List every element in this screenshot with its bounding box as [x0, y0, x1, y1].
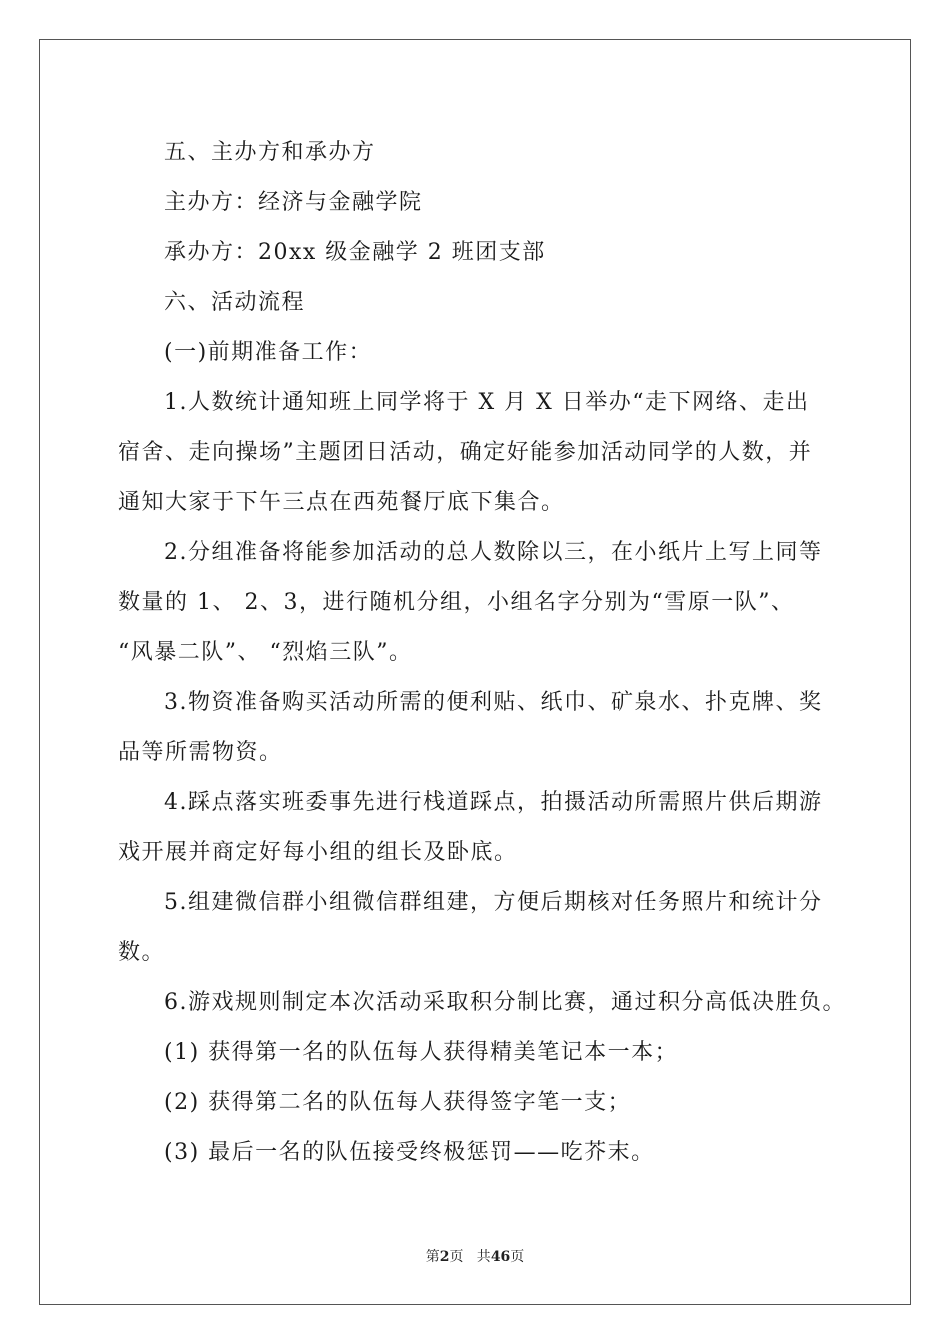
- paragraph-line: 3.物资准备购买活动所需的便利贴、纸巾、矿泉水、扑克牌、奖: [164, 690, 823, 715]
- document-body: [118, 128, 846, 1178]
- paragraph-line: 4.踩点落实班委事先进行栈道踩点，拍摄活动所需照片供后期游: [164, 790, 823, 815]
- paragraph-headcount: [118, 378, 838, 528]
- paragraph-line: “风暴二队”、 “烈焰三队”。: [118, 640, 413, 665]
- paragraph-grouping: [118, 528, 838, 678]
- paragraph-line: 品等所需物资。: [118, 740, 283, 765]
- rule-item-second: (2) 获得第二名的队伍每人获得签字笔一支；: [164, 1090, 632, 1115]
- paragraph-supplies: [118, 678, 838, 778]
- paragraph-line: 5.组建微信群小组微信群组建，方便后期核对任务照片和统计分: [164, 890, 823, 915]
- paragraph-line: 宿舍、走向操场”主题团日活动，确定好能参加活动同学的人数，并: [118, 440, 813, 465]
- host-line: 主办方：经济与金融学院: [164, 190, 423, 215]
- paragraph-wechat-group: [118, 878, 838, 978]
- subsection-heading-preparation: (一)前期准备工作：: [164, 340, 373, 365]
- paragraph-line: 2.分组准备将能参加活动的总人数除以三，在小纸片上写上同等: [164, 540, 823, 565]
- paragraph-line: 1.人数统计通知班上同学将于 X 月 X 日举办“走下网络、走出: [164, 390, 810, 415]
- paragraph-line: 6.游戏规则制定本次活动采取积分制比赛，通过积分高低决胜负。: [164, 990, 846, 1015]
- page-footer: [0, 1246, 950, 1266]
- current-page-number: 2: [439, 1249, 450, 1265]
- rule-item-first: (1) 获得第一名的队伍每人获得精美笔记本一本；: [164, 1040, 679, 1065]
- paragraph-site-check: [118, 778, 838, 878]
- total-page-count: 46: [490, 1249, 511, 1265]
- footer-prefix: 第: [425, 1249, 440, 1265]
- section-heading-organizers: 五、主办方和承办方: [164, 140, 376, 165]
- paragraph-line: 数量的 1、 2、3，进行随机分组，小组名字分别为“雪原一队”、: [118, 590, 795, 615]
- section-heading-process: 六、活动流程: [164, 290, 306, 315]
- paragraph-game-rules: [118, 978, 846, 1028]
- paragraph-line: 通知大家于下午三点在西苑餐厅底下集合。: [118, 490, 565, 515]
- paragraph-line: 数。: [118, 940, 166, 965]
- rule-item-last: (3) 最后一名的队伍接受终极惩罚——吃芥末。: [164, 1140, 655, 1165]
- footer-suffix: 页: [510, 1249, 525, 1265]
- paragraph-line: 戏开展并商定好每小组的组长及卧底。: [118, 840, 518, 865]
- footer-middle: 页 共: [449, 1249, 491, 1265]
- organizer-line: 承办方：20xx 级金融学 2 班团支部: [164, 240, 546, 265]
